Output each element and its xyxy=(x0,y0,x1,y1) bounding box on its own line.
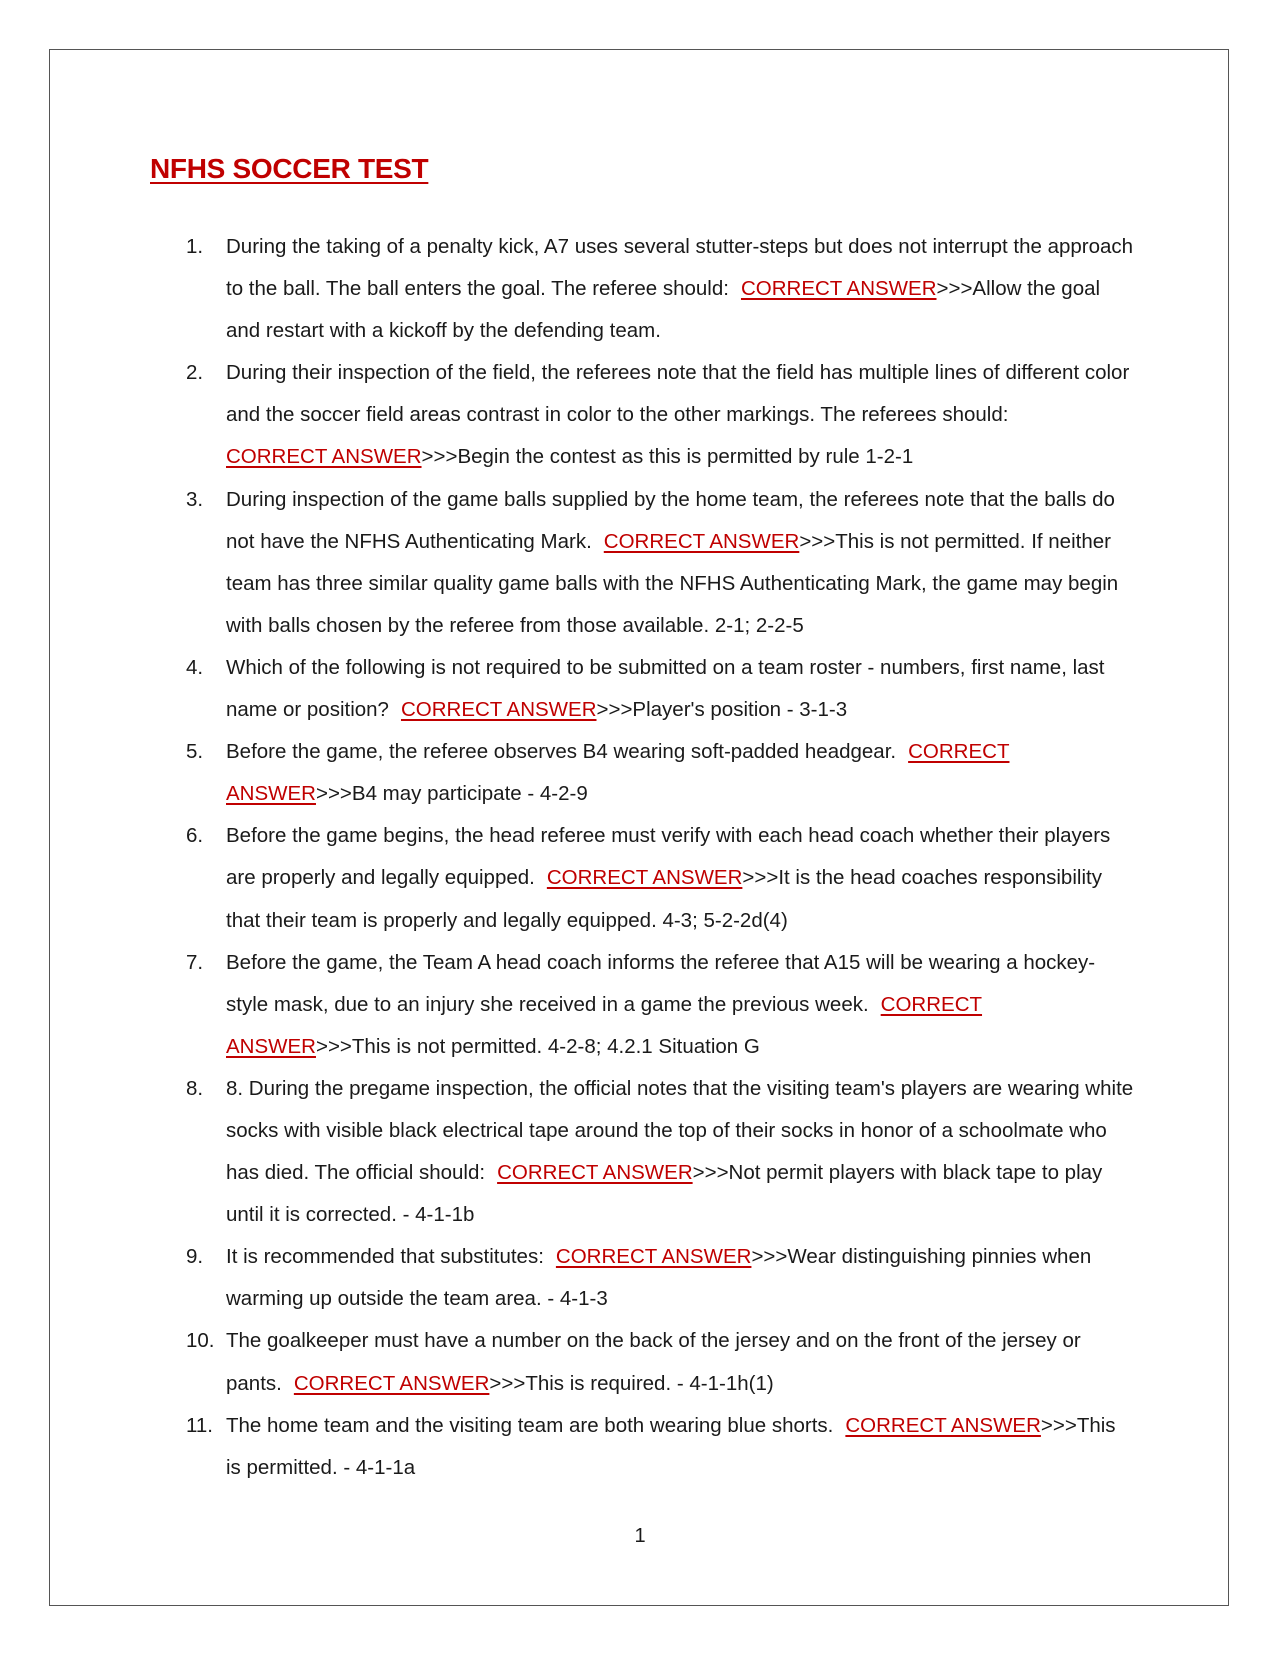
correct-answer-link[interactable]: CORRECT ANSWER xyxy=(293,1371,490,1395)
correct-answer-link[interactable]: CORRECT ANSWER xyxy=(226,445,422,469)
question-item-9 xyxy=(186,1236,1136,1320)
answer-arrows: >>> xyxy=(315,1034,352,1058)
answer-text: Not permit players with black tape to play until it is corrected. - 4-1-1b xyxy=(226,1161,1103,1227)
answer-arrows: >>> xyxy=(596,698,633,722)
question-text: 8. During the pregame inspection, the official notes that the visiting team's players are wearing white socks with visible black electrical tape around the top of their socks in honor of a schoolmate who has died. The official should: xyxy=(226,1076,1134,1185)
question-text: Before the game, the referee observes B4 wearing soft-padded headgear. xyxy=(226,740,897,764)
question-text: It is recommended that substitutes: xyxy=(226,1245,544,1269)
correct-answer-link-continued[interactable]: ANSWER xyxy=(226,782,316,806)
correct-answer-link[interactable]: CORRECT ANSWER xyxy=(546,866,743,890)
question-text: Before the game, the Team A head coach informs the referee that A15 will be wearing a hockey-style mask, due to an injury she received in a game the previous week. xyxy=(226,950,1096,1016)
answer-text: This is permitted. - 4-1-1a xyxy=(226,1413,1116,1479)
question-text: During their inspection of the field, the referees note that the field has multiple lines of different color and the soccer field areas contrast in color to the other markings. The referees should: xyxy=(226,361,1130,427)
answer-arrows: >>> xyxy=(1040,1413,1077,1437)
question-item-3 xyxy=(186,479,1136,647)
answer-arrows: >>> xyxy=(315,782,352,806)
answer-arrows: >>> xyxy=(692,1161,729,1185)
question-item-11 xyxy=(186,1405,1136,1489)
document-title: NFHS SOCCER TEST xyxy=(150,153,429,184)
question-text: The home team and the visiting team are both wearing blue shorts. xyxy=(226,1413,834,1437)
correct-answer-link[interactable]: CORRECT xyxy=(880,992,983,1016)
correct-answer-link[interactable]: CORRECT ANSWER xyxy=(845,1413,1041,1437)
question-text: During the taking of a penalty kick, A7 uses several stutter-steps but does not interrupt the approach to the ball. The ball enters the goal. The referee should: xyxy=(226,235,1134,301)
answer-text: B4 may participate - 4-2-9 xyxy=(351,782,588,806)
answer-arrows: >>> xyxy=(421,445,458,469)
correct-answer-link[interactable]: CORRECT ANSWER xyxy=(497,1161,693,1185)
answer-text: This is required. - 4-1-1h(1) xyxy=(525,1371,774,1395)
answer-arrows: >>> xyxy=(799,529,836,553)
question-number: 7. xyxy=(186,950,204,974)
question-number: 8. xyxy=(186,1076,204,1100)
question-text: Which of the following is not required to be submitted on a team roster - numbers, first name, last name or position? xyxy=(226,655,1105,722)
question-item-10 xyxy=(186,1320,1136,1404)
question-list xyxy=(186,226,1136,1489)
answer-text: Wear distinguishing pinnies when warming up outside the team area. - 4-1-3 xyxy=(226,1245,1092,1311)
answer-arrows: >>> xyxy=(489,1371,526,1395)
question-item-1 xyxy=(186,226,1136,352)
question-number: 9. xyxy=(186,1245,204,1269)
question-number: 3. xyxy=(186,487,204,511)
question-item-4 xyxy=(186,647,1136,731)
page-number: 1 xyxy=(634,1525,646,1547)
question-number: 2. xyxy=(186,361,204,385)
correct-answer-link[interactable]: CORRECT ANSWER xyxy=(555,1245,752,1269)
answer-arrows: >>> xyxy=(751,1245,788,1269)
question-number: 11. xyxy=(186,1413,213,1437)
correct-answer-link[interactable]: CORRECT ANSWER xyxy=(603,529,800,553)
answer-arrows: >>> xyxy=(742,866,779,890)
question-item-8 xyxy=(186,1068,1136,1236)
correct-answer-link[interactable]: CORRECT xyxy=(908,740,1010,764)
question-text: Before the game begins, the head referee must verify with each head coach whether their players are properly and legally equipped. xyxy=(226,824,1111,890)
question-item-2 xyxy=(186,352,1136,478)
answer-text: This is not permitted. 4-2-8; 4.2.1 Situation G xyxy=(351,1034,760,1058)
answer-text: Allow the goal and restart with a kickoff by the defending team. xyxy=(226,277,1101,343)
correct-answer-link-continued[interactable]: ANSWER xyxy=(226,1034,316,1058)
question-number: 5. xyxy=(186,740,204,764)
question-item-7 xyxy=(186,942,1136,1068)
question-item-5 xyxy=(186,731,1136,815)
answer-text: Begin the contest as this is permitted by rule 1-2-1 xyxy=(457,445,914,469)
question-text: The goalkeeper must have a number on the back of the jersey and on the front of the jersey or pants. xyxy=(226,1329,1081,1395)
question-number: 6. xyxy=(186,824,204,848)
question-item-6 xyxy=(186,815,1136,941)
correct-answer-link[interactable]: CORRECT ANSWER xyxy=(740,277,937,301)
answer-text: It is the head coaches responsibility that their team is properly and legally equipped. 4-3; 5-2-2d(4) xyxy=(226,866,1102,932)
question-text: During inspection of the game balls supplied by the home team, the referees note that the balls do not have the NFHS Authenticating Mark. xyxy=(226,487,1115,553)
answer-arrows: >>> xyxy=(936,277,973,301)
answer-text: This is not permitted. If neither team has three similar quality game balls with the NFHS Authenticating Mark, the game may begin with balls chosen by the referee from those available. 2-1; 2-2-5 xyxy=(226,529,1119,637)
question-number: 10. xyxy=(186,1329,215,1353)
correct-answer-link[interactable]: CORRECT ANSWER xyxy=(400,698,597,722)
question-number: 1. xyxy=(186,235,204,258)
question-number: 4. xyxy=(186,655,204,679)
answer-text: Player's position - 3-1-3 xyxy=(632,698,848,722)
